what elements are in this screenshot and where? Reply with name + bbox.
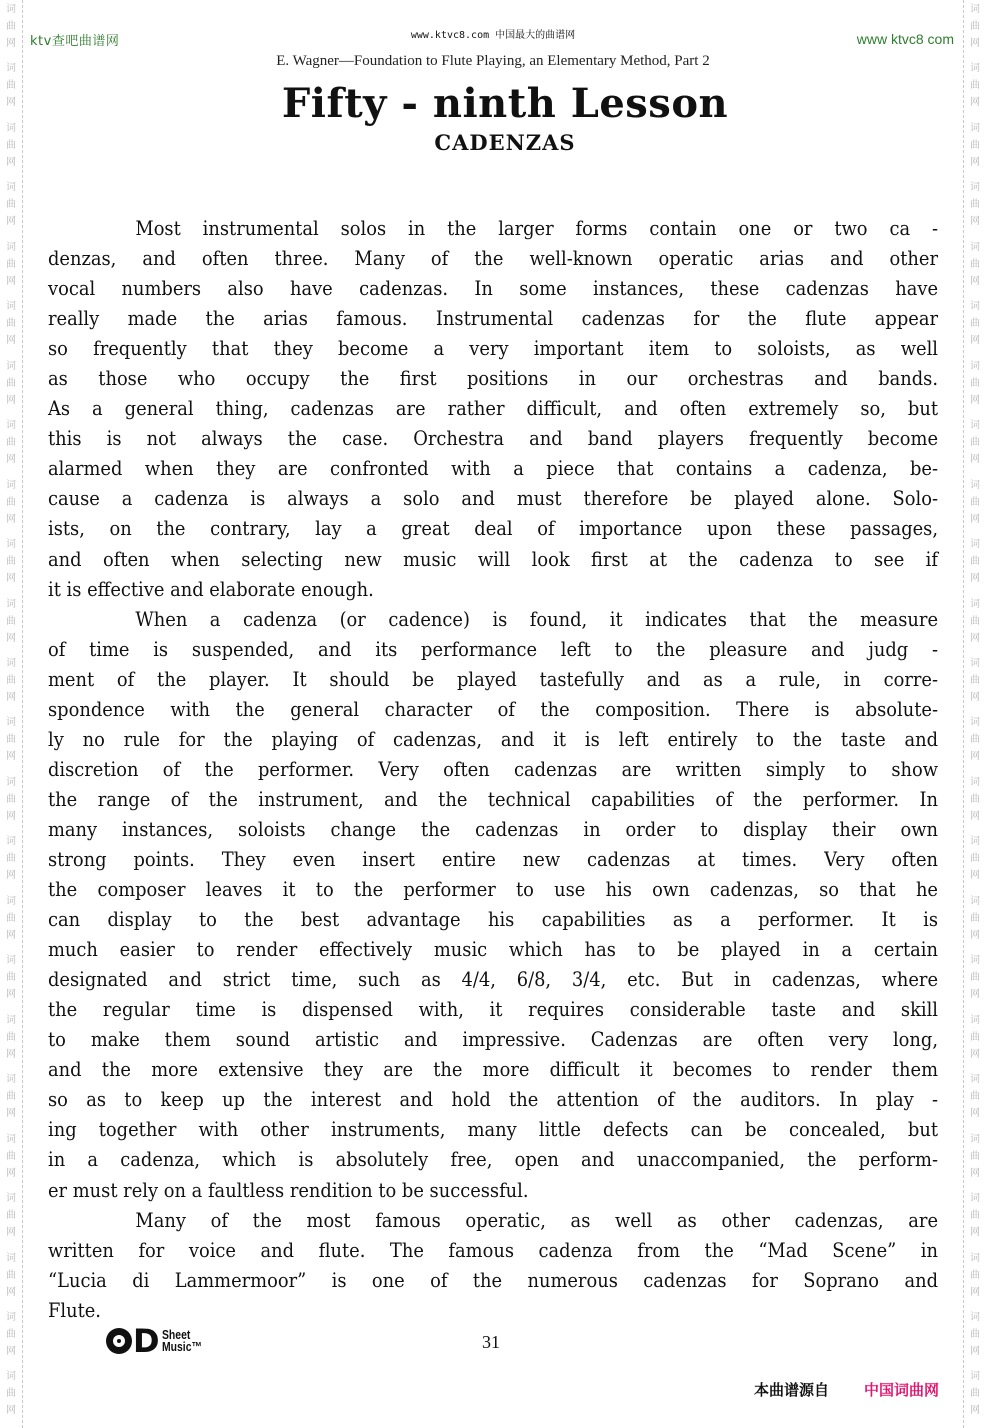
text-line: in a cadenza, which is absolutely free, open and unaccompanied, the perform- [48,1148,939,1172]
side-watermark-char: 网 [6,216,16,228]
side-watermark-char: 词 [6,4,16,15]
side-watermark-char: 词 [970,717,980,729]
logo-wordmark [162,1329,202,1353]
text-line: spondence with the general character of the composition. There is absolute- [48,697,939,721]
side-watermark-char: 网 [6,335,16,347]
side-watermark-char: 网 [6,1167,16,1179]
side-watermark-char: 词 [6,122,16,134]
side-watermark-char: 词 [970,63,980,75]
side-watermark-char: 网 [6,1048,16,1060]
side-watermark-group [6,536,16,595]
side-watermark-char: 词 [970,1311,980,1323]
side-watermark-char: 网 [970,632,980,644]
text-line: of time is suspended, and its performance left to the pleasure and judg - [48,637,939,661]
side-watermark-char: 词 [6,1014,16,1026]
text-line: so as to keep up the interest and hold the attention of the auditors. In play - [48,1088,939,1112]
bottom-source-label: 本曲谱源自 [754,1381,830,1399]
side-watermark-char: 曲 [6,556,16,568]
side-watermark-char: 网 [970,38,980,49]
side-watermark-char: 曲 [6,853,16,865]
side-watermark-group [970,596,980,655]
side-watermark-char: 词 [6,539,16,551]
side-watermark-char: 网 [970,335,980,347]
side-watermark-group [970,1309,980,1368]
side-watermark-char: 词 [970,955,980,967]
side-watermark-char: 曲 [6,1210,16,1222]
side-watermark-group [6,1368,16,1427]
side-watermark-char: 词 [970,1074,980,1086]
side-watermark-char: 曲 [970,318,980,330]
running-head: E. Wagner—Foundation to Flute Playing, an Elementary Method, Part 2 [276,53,710,69]
text-line: designated and strict time, such as 4/4, 6/8, 3/4, etc. But in cadenzas, where [48,968,939,992]
side-watermark-char: 网 [970,929,980,941]
side-watermark-char: 曲 [6,972,16,984]
side-watermark-group [6,596,16,655]
text-line: er must rely on a faultless rendition to be successful. [48,1178,529,1202]
side-watermark-char: 网 [6,1345,16,1357]
side-watermark-char: 曲 [970,1328,980,1340]
side-watermark-char: 词 [6,301,16,313]
paragraph-2 [48,605,938,1206]
text-line: cause a cadenza is always a solo and must therefore be played alone. Solo- [48,487,939,511]
side-watermark-char: 曲 [970,912,980,924]
text-line: really made the arias famous. Instrumental cadenzas for the flute appear [48,307,939,331]
side-watermark-char: 词 [970,598,980,610]
side-watermark-group [6,179,16,238]
side-watermark-char: 词 [970,1133,980,1145]
text-line: Flute. [48,1298,101,1322]
side-watermark-char: 网 [6,454,16,466]
side-watermark-group [6,952,16,1011]
text-line: the range of the instrument, and the technical capabilities of the performer. In [48,787,939,811]
side-watermark-group [970,833,980,892]
lesson-subtitle: CADENZAS [434,130,576,155]
side-watermark-char: 网 [970,751,980,763]
side-watermark-char: 曲 [970,556,980,568]
side-watermark-group [6,1190,16,1249]
logo-word-sheet: Sheet [161,1327,190,1342]
text-line: as those who occupy the first positions in our orchestras and bands. [48,367,939,391]
side-watermark-char: 网 [6,870,16,882]
lesson-title: Fifty - ninth Lesson [281,80,729,127]
side-watermark-char: 词 [970,122,980,134]
side-watermark-group [970,655,980,714]
side-watermark-char: 词 [970,1252,980,1264]
side-watermark-char: 曲 [970,853,980,865]
side-watermark-char: 曲 [6,793,16,805]
side-watermark-char: 网 [6,751,16,763]
side-watermark-char: 曲 [6,615,16,627]
text-line: it is effective and elaborate enough. [48,577,374,601]
top-center-watermark: www.ktvc8.com 中国最大的曲谱网 [410,30,576,41]
side-watermark-group [6,714,16,773]
side-watermark-char: 曲 [6,377,16,389]
top-right-watermark: www ktvc8 com [856,31,954,47]
side-watermark-char: 网 [6,929,16,941]
side-watermark-char: 曲 [6,734,16,746]
text-line: alarmed when they are confronted with a piece that contains a cadenza, be- [48,457,939,481]
top-left-watermark: ktv查吧曲谱网 [30,34,120,49]
lesson-body [48,214,938,1326]
side-watermark-group [6,1012,16,1071]
side-watermark-char: 词 [6,360,16,372]
side-watermark-char: 词 [6,241,16,253]
side-watermark-group [6,239,16,298]
side-watermark-char: 词 [970,182,980,194]
side-watermark-group [970,952,980,1011]
side-watermark-group [6,1131,16,1190]
side-watermark-char: 曲 [970,377,980,389]
side-watermark-char: 曲 [6,496,16,508]
side-watermark-char: 词 [970,657,980,669]
side-watermark-group [970,536,980,595]
page-number: 31 [482,1332,500,1352]
side-watermark-char: 曲 [6,1388,16,1400]
side-watermark-char: 网 [970,454,980,466]
side-watermark-char: 曲 [970,1269,980,1281]
side-watermark-char: 曲 [6,674,16,686]
side-watermark-char: 词 [6,955,16,967]
text-line: to make them sound artistic and impressive. Cadenzas are often very long, [48,1028,939,1052]
side-watermark-char: 曲 [6,258,16,270]
logo-word-music: Music™ [161,1339,202,1354]
side-watermark-group [970,1190,980,1249]
side-watermark-group [970,1368,980,1427]
text-line: can display to the best advantage his capabilities as a performer. It is [48,908,939,932]
side-watermark-char: 曲 [970,1388,980,1400]
text-line: and often when selecting new music will look first at the cadenza to see if [48,547,939,571]
paragraph-1 [48,214,938,605]
side-watermark-char: 曲 [970,1150,980,1162]
side-watermark-char: 词 [6,598,16,610]
side-watermark-group [970,1250,980,1309]
side-watermark-char: 曲 [6,1328,16,1340]
side-watermark-char: 网 [970,394,980,406]
side-watermark-char: 曲 [970,734,980,746]
side-watermark-char: 网 [6,394,16,406]
text-line: discretion of the performer. Very often cadenzas are written simply to show [48,757,939,781]
side-watermark-group [6,893,16,952]
side-watermark-char: 曲 [6,1269,16,1281]
side-watermark-char: 网 [6,632,16,644]
side-watermark-char: 网 [970,97,980,109]
side-watermark-char: 词 [970,301,980,313]
side-watermark-char: 网 [6,1227,16,1239]
text-line: Many of the most famous operatic, as well as other cadenzas, are [135,1208,939,1232]
text-line: the regular time is dispensed with, it requires considerable taste and skill [48,998,939,1022]
side-watermark-char: 词 [970,895,980,907]
side-watermark-char: 词 [6,1074,16,1086]
text-line: ment of the player. It should be played tastefully and as a rule, in corre- [48,667,939,691]
side-watermark-group [970,179,980,238]
side-watermark-char: 词 [6,1193,16,1205]
side-watermark-char: 曲 [6,199,16,211]
text-line: written for voice and flute. The famous cadenza from the “Mad Scene” in [48,1238,939,1262]
side-watermark-char: 词 [6,1371,16,1383]
side-watermark-char: 网 [6,156,16,168]
side-watermark-char: 曲 [6,21,16,32]
side-watermark-char: 网 [6,38,16,49]
right-watermark-column [963,0,986,1428]
side-watermark-char: 网 [6,573,16,585]
text-line: ing together with other instruments, many little defects can be concealed, but [48,1118,939,1142]
text-line: vocal numbers also have cadenzas. In some instances, these cadenzas have [48,277,939,301]
left-watermark-column [0,0,23,1428]
side-watermark-char: 曲 [970,1031,980,1043]
side-watermark-char: 网 [970,513,980,525]
side-watermark-group [970,417,980,476]
side-watermark-char: 词 [970,420,980,432]
side-watermark-char: 曲 [970,80,980,92]
side-watermark-char: 曲 [970,437,980,449]
side-watermark-char: 网 [6,1405,16,1417]
side-watermark-char: 曲 [970,615,980,627]
text-line: When a cadenza (or cadence) is found, it indicates that the measure [135,607,939,631]
side-watermark-char: 曲 [6,139,16,151]
side-watermark-char: 曲 [970,1210,980,1222]
side-watermark-char: 词 [6,657,16,669]
side-watermark-group [6,477,16,536]
side-watermark-char: 曲 [970,199,980,211]
side-watermark-char: 曲 [970,21,980,32]
side-watermark-char: 词 [970,241,980,253]
text-line: many instances, soloists change the cadenzas in order to display their own [48,817,939,841]
side-watermark-char: 词 [6,717,16,729]
side-watermark-char: 词 [6,420,16,432]
side-watermark-char: 词 [6,1133,16,1145]
side-watermark-group [970,239,980,298]
side-watermark-group [970,893,980,952]
side-watermark-char: 网 [970,989,980,1001]
side-watermark-char: 网 [970,1048,980,1060]
side-watermark-char: 词 [6,895,16,907]
side-watermark-char: 网 [6,275,16,287]
side-watermark-char: 词 [6,182,16,194]
side-watermark-char: 网 [970,1167,980,1179]
side-watermark-group [6,417,16,476]
side-watermark-char: 词 [6,776,16,788]
side-watermark-char: 网 [970,691,980,703]
side-watermark-group [970,477,980,536]
text-line: the composer leaves it to the performer to use his own cadenzas, so that he [48,878,939,902]
side-watermark-group [970,1071,980,1130]
side-watermark-group [6,774,16,833]
text-line: strong points. They even insert entire new cadenzas at times. Very often [48,847,939,871]
side-watermark-char: 网 [970,1227,980,1239]
text-line: denzas, and often three. Many of the well-known operatic arias and other [48,247,939,271]
side-watermark-char: 网 [6,513,16,525]
text-line: Most instrumental solos in the larger forms contain one or two ca - [135,217,939,240]
side-watermark-group [6,358,16,417]
side-watermark-char: 曲 [6,318,16,330]
side-watermark-char: 网 [6,97,16,109]
side-watermark-char: 词 [970,539,980,551]
side-watermark-char: 词 [970,479,980,491]
side-watermark-char: 曲 [6,912,16,924]
text-line: As a general thing, cadenzas are rather difficult, and often extremely so, but [48,397,939,421]
side-watermark-char: 词 [970,4,980,15]
side-watermark-char: 曲 [970,258,980,270]
side-watermark-char: 网 [970,275,980,287]
side-watermark-char: 词 [970,1193,980,1205]
side-watermark-char: 曲 [6,1091,16,1103]
side-watermark-char: 网 [970,870,980,882]
side-watermark-char: 网 [970,1345,980,1357]
side-watermark-char: 网 [6,989,16,1001]
side-watermark-char: 网 [970,156,980,168]
side-watermark-group [970,358,980,417]
text-line: much easier to render effectively music which has to be played in a certain [48,938,939,962]
side-watermark-char: 曲 [970,972,980,984]
side-watermark-char: 网 [6,691,16,703]
side-watermark-char: 词 [970,1371,980,1383]
side-watermark-char: 词 [6,836,16,848]
side-watermark-char: 词 [6,1252,16,1264]
side-watermark-char: 词 [6,1311,16,1323]
side-watermark-group [970,298,980,357]
bottom-site-name: 中国词曲网 [864,1381,940,1399]
side-watermark-char: 词 [970,1014,980,1026]
side-watermark-char: 网 [6,1108,16,1120]
side-watermark-group [970,1012,980,1071]
side-watermark-char: 词 [6,479,16,491]
side-watermark-char: 曲 [970,1091,980,1103]
text-line: and the more extensive they are the more difficult it becomes to render them [48,1058,939,1082]
paragraph-3 [48,1206,938,1326]
side-watermark-group [6,1250,16,1309]
side-watermark-char: 网 [970,810,980,822]
side-watermark-char: 曲 [6,437,16,449]
text-line: “Lucia di Lammermoor” is one of the numerous cadenzas for Soprano and [48,1268,939,1292]
side-watermark-group [6,655,16,714]
side-watermark-char: 曲 [6,1150,16,1162]
side-watermark-group [6,1071,16,1130]
side-watermark-char: 网 [970,1286,980,1298]
side-watermark-group [6,833,16,892]
side-watermark-group [970,774,980,833]
side-watermark-group [970,714,980,773]
side-watermark-char: 网 [6,810,16,822]
side-watermark-char: 词 [970,836,980,848]
side-watermark-char: 词 [970,360,980,372]
side-watermark-char: 曲 [970,139,980,151]
side-watermark-char: 曲 [6,1031,16,1043]
side-watermark-char: 曲 [970,674,980,686]
side-watermark-char: 网 [970,1108,980,1120]
text-line: this is not always the case. Orchestra and band players frequently become [48,427,939,451]
text-line: ly no rule for the playing of cadenzas, and it is left entirely to the taste and [48,727,939,751]
side-watermark-char: 网 [970,573,980,585]
text-line: so frequently that they become a very important item to soloists, as well [48,337,939,361]
side-watermark-char: 曲 [970,793,980,805]
side-watermark-group [6,298,16,357]
side-watermark-group [6,1309,16,1368]
side-watermark-char: 词 [970,776,980,788]
cd-disc-icon [106,1328,132,1354]
side-watermark-char: 曲 [970,496,980,508]
side-watermark-char: 网 [970,216,980,228]
side-watermark-group [970,1131,980,1190]
logo-letter-d: D [133,1322,160,1360]
side-watermark-char: 网 [970,1405,980,1417]
text-line: ists, on the contrary, lay a great deal of importance upon these passages, [48,517,939,541]
cd-sheet-music-logo [106,1322,211,1360]
side-watermark-char: 网 [6,1286,16,1298]
side-watermark-char: 词 [6,63,16,75]
side-watermark-char: 曲 [6,80,16,92]
